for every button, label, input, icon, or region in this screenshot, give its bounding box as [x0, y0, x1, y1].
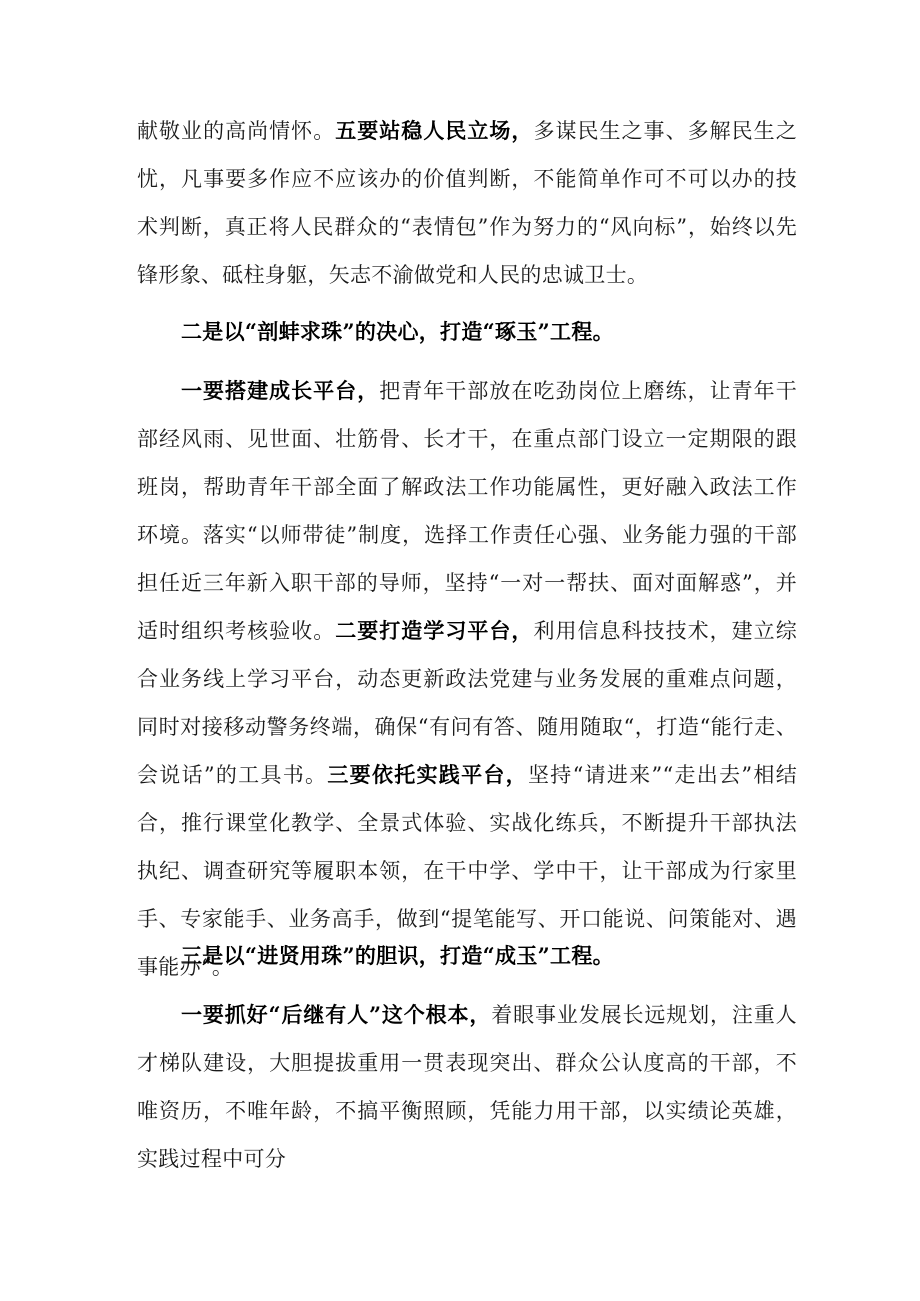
- text-run: 把青年干部放在吃劲岗位上磨练，让青年干部经风雨、见世面、壮筋骨、长才干，在重点部门设立一定期限的跟班岗，帮助青年干部全面了解政法工作功能属性，更好融入政法工作环境。落实“以师带徒”制度，选择工作责任心强、业务能力强的干部担任近三年新入职干部的导师，坚持“一对一帮扶、面对面解惑”，并适时组织考核验收。: [137, 379, 797, 643]
- bold-lead-phrase: 五要站稳人民立场，: [335, 118, 534, 143]
- text-run: 利用信息科技技术，建立综合业务线上学习平台，动态更新政法党建与业务发展的重难点问题，同时对接移动警务终端，确保“有问有答、随用随取“，打造“能行走、会说话”的工具书。: [137, 619, 797, 787]
- bold-lead-phrase: 三要依托实践平台，: [327, 762, 528, 787]
- body-paragraph-1: [137, 107, 797, 299]
- section-heading-3: 三是以“进贤用珠”的胆识，打造“成玉”工程。: [181, 943, 614, 968]
- text-run: 献敬业的高尚情怀。: [137, 119, 336, 143]
- text-run: 着眼事业发展长远规划，注重人才梯队建设，大胆提拔重用一贯表现突出、群众公认度高的干部，不唯资历，不唯年龄，不搞平衡照顾，凭能力用干部，以实绩论英雄，实践过程中可分: [137, 1003, 797, 1171]
- text-run: 坚持“请进来”“走出去”相结合，推行课堂化教学、全景式体验、实战化练兵，不断提升干部执法执纪、调查研究等履职本领，在干中学、学中干，让干部成为行家里手、专家能手、业务高手，做到“提笔能写、开口能说、问策能对、遇事能办“。: [137, 763, 798, 979]
- bold-lead-phrase: 二要打造学习平台，: [335, 618, 534, 643]
- body-paragraph-3: [137, 367, 797, 991]
- bold-lead-phrase: 一要搭建成长平台，: [181, 378, 380, 403]
- section-heading-2: 二是以“剖蚌求珠”的决心，打造“琢玉”工程。: [181, 319, 614, 344]
- body-paragraph-5: [137, 991, 797, 1183]
- text-run: 多谋民生之事、多解民生之忧，凡事要多作应不应该办的价值判断，不能简单作可不可以办的技术判断，真正将人民群众的“表情包”作为努力的“风向标”，始终以先锋形象、砥柱身躯，矢志不渝做党和人民的忠诚卫士。: [137, 119, 797, 287]
- bold-lead-phrase: 一要抓好“后继有人”这个根本，: [181, 1002, 492, 1027]
